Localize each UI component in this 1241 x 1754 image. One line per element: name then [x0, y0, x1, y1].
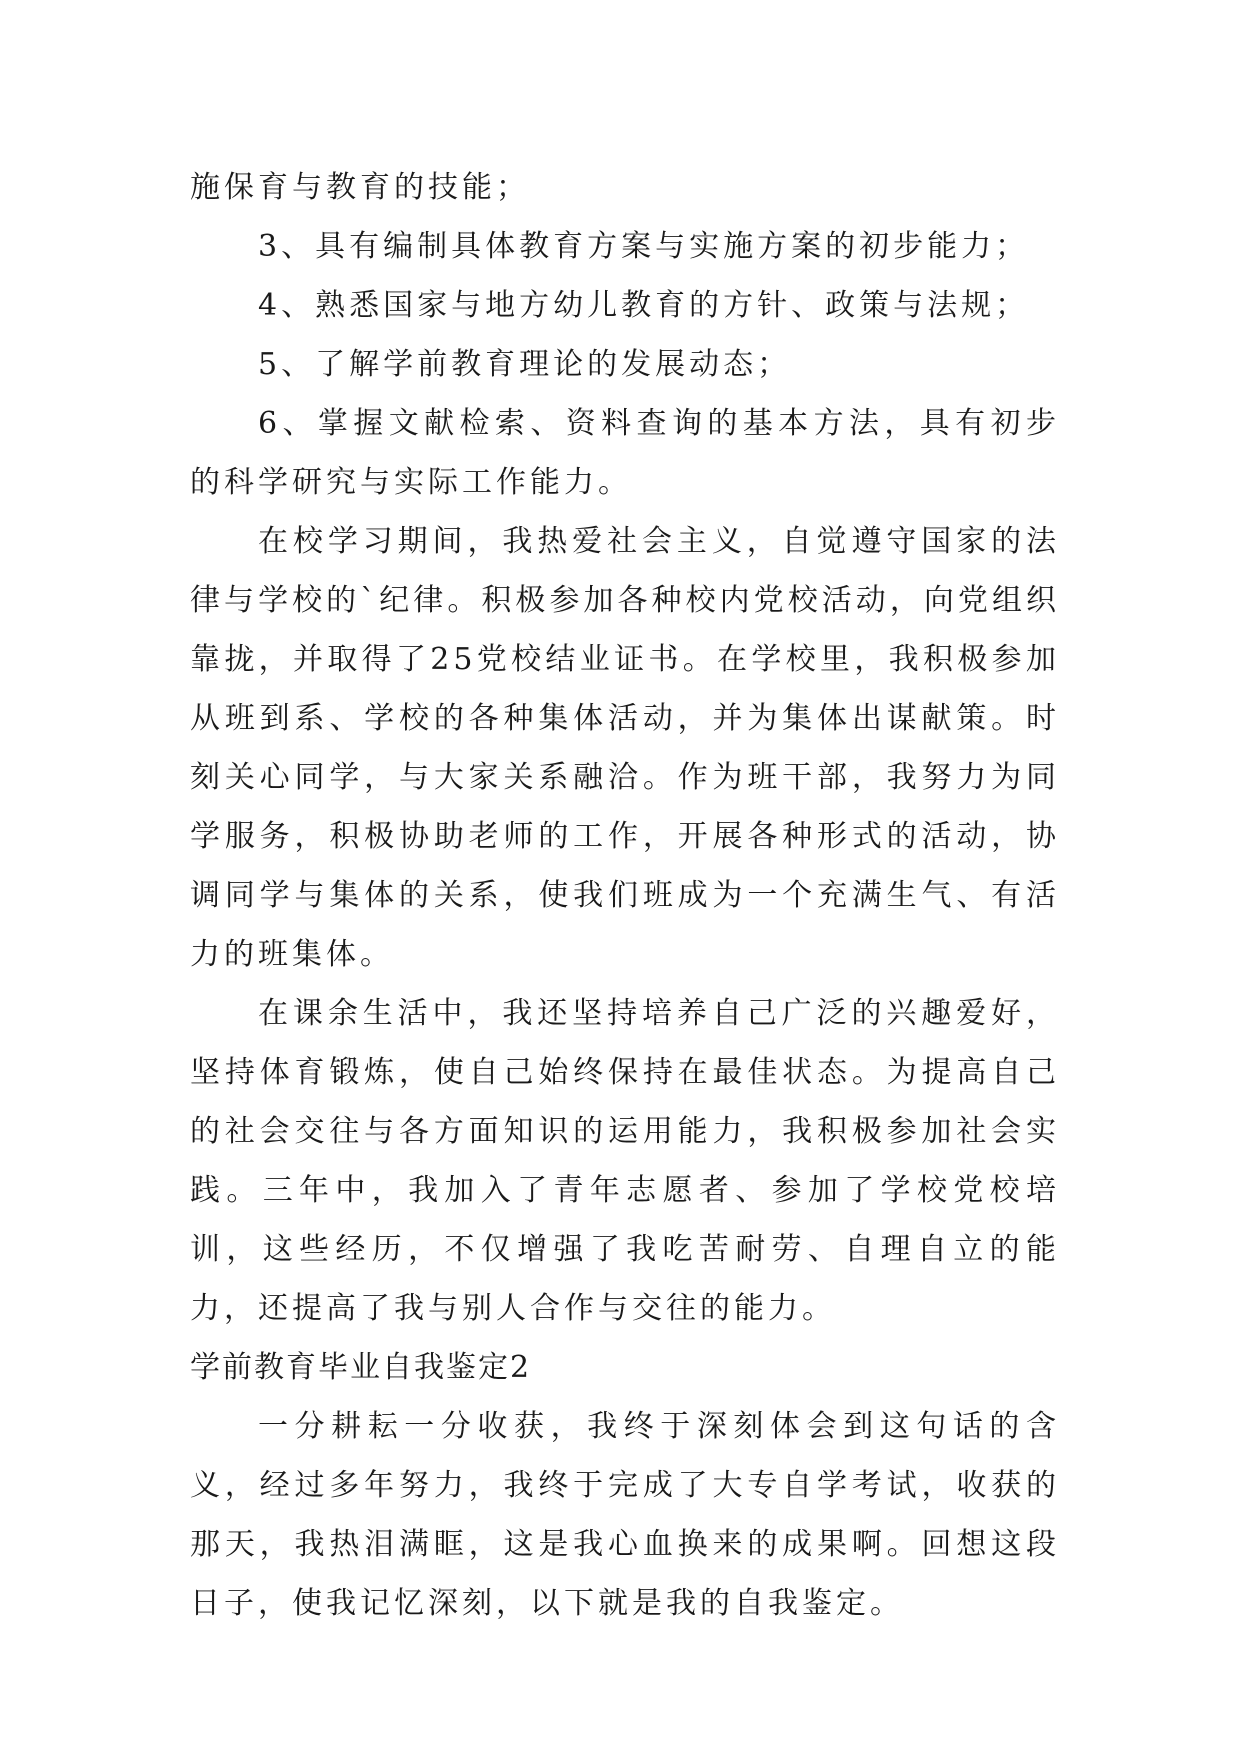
- paragraph-intro-2: 一分耕耘一分收获，我终于深刻体会到这句话的含义，经过多年努力，我终于完成了大专自学考试，收获的那天，我热泪满眶，这是我心血换来的成果啊。回想这段日子，使我记忆深刻，以下就是我的自我鉴定。: [190, 1409, 1060, 1621]
- list-item-6: 6、掌握文献检索、资料查询的基本方法，具有初步的科学研究与实际工作能力。: [190, 406, 1060, 500]
- paragraph-extracurricular: 在课余生活中，我还坚持培养自己广泛的兴趣爱好，坚持体育锻炼，使自己始终保持在最佳状态。为提高自己的社会交往与各方面知识的运用能力，我积极参加社会实践。三年中，我加入了青年志愿者、参加了学校党校培训，这些经历，不仅增强了我吃苦耐劳、自理自立的能力，还提高了我与别人合作与交往的能力。: [190, 996, 1060, 1326]
- paragraph-continuation: 施保育与教育的技能；: [190, 170, 530, 205]
- section-title: 学前教育毕业自我鉴定2: [190, 1350, 532, 1385]
- list-item-3: 3、具有编制具体教育方案与实施方案的初步能力；: [258, 229, 1030, 264]
- list-item-4: 4、熟悉国家与地方幼儿教育的方针、政策与法规；: [258, 288, 1030, 323]
- document-body: [190, 158, 1060, 1633]
- paragraph-school-life: 在校学习期间，我热爱社会主义，自觉遵守国家的法律与学校的`纪律。积极参加各种校内党校活动，向党组织靠拢，并取得了25党校结业证书。在学校里，我积极参加从班到系、学校的各种集体活动，并为集体出谋献策。时刻关心同学，与大家关系融洽。作为班干部，我努力为同学服务，积极协助老师的工作，开展各种形式的活动，协调同学与集体的关系，使我们班成为一个充满生气、有活力的班集体。: [190, 524, 1060, 972]
- list-item-5: 5、了解学前教育理论的发展动态；: [258, 347, 792, 382]
